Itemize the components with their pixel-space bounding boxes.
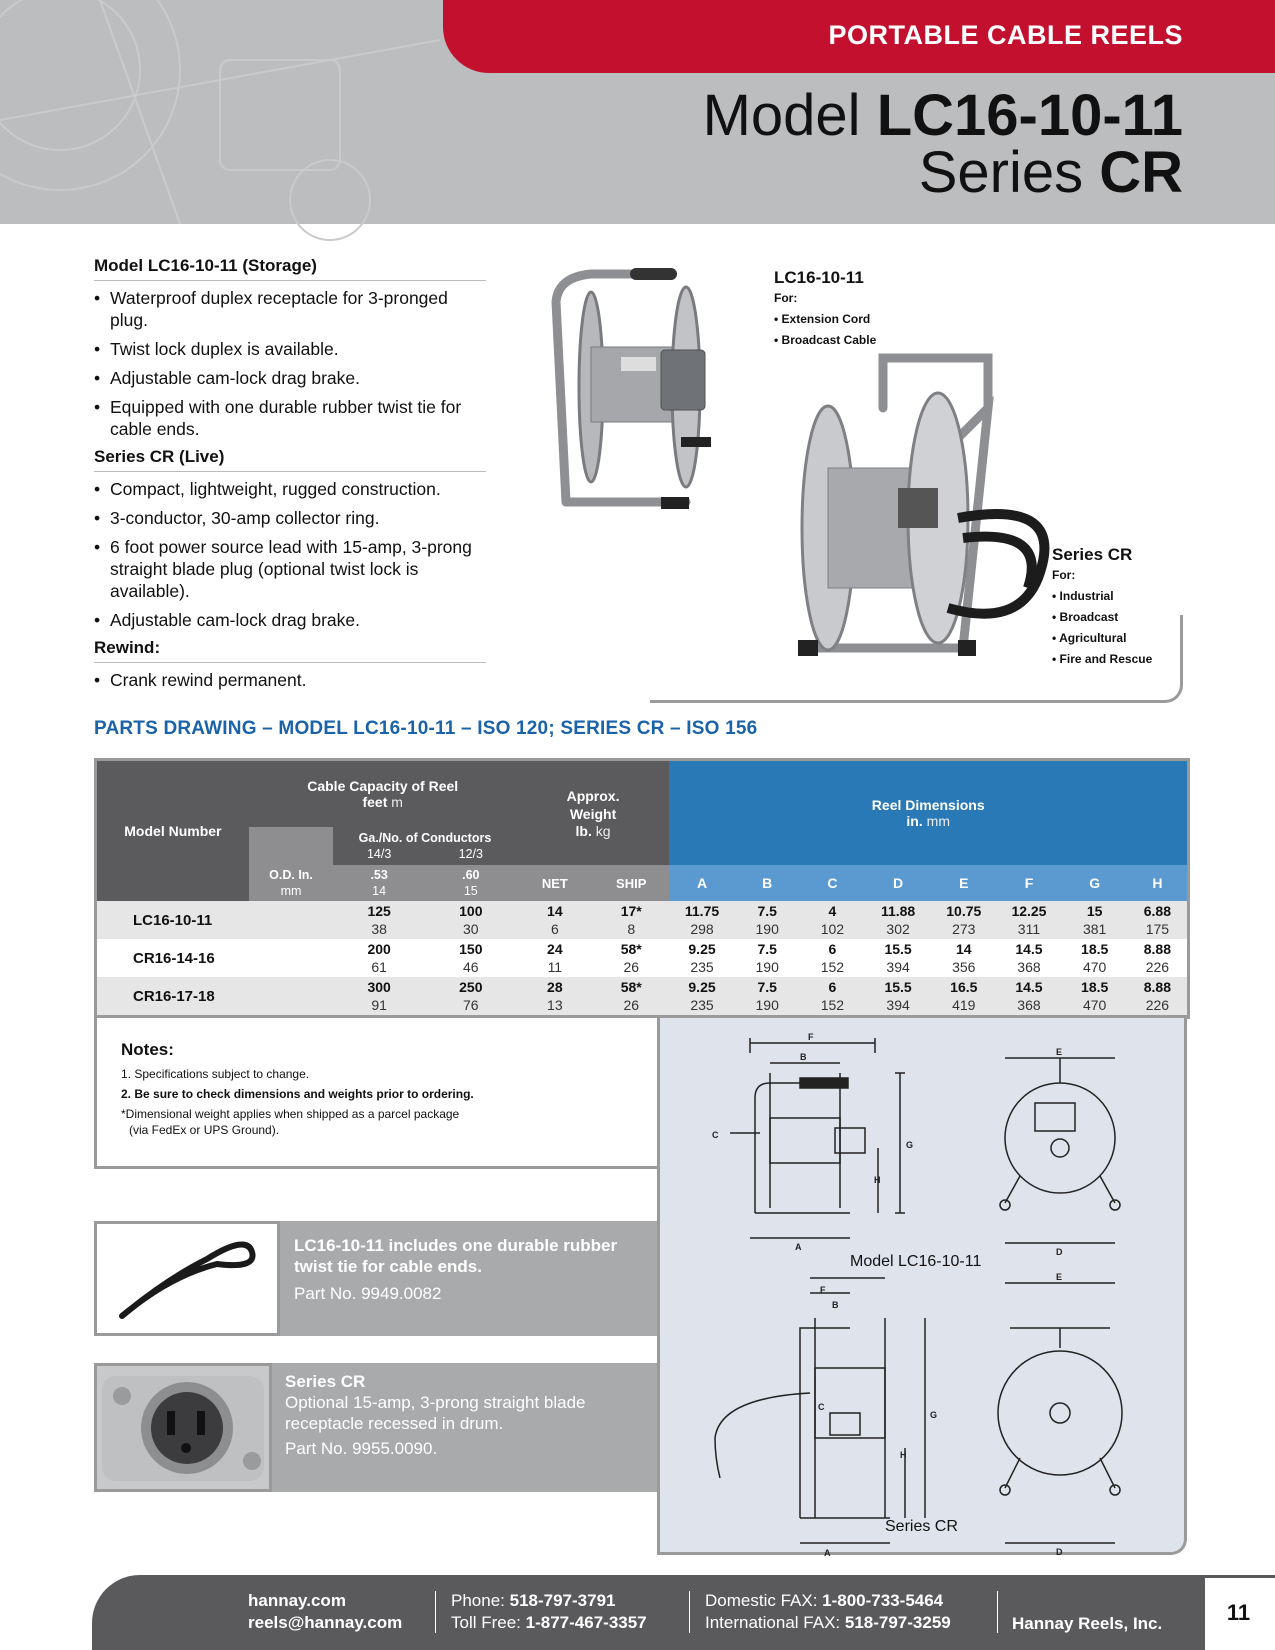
dim-letter-c-1: C <box>712 1130 719 1140</box>
dim-letter-f-2: F <box>820 1285 826 1295</box>
footer-phones <box>451 1590 647 1634</box>
table-cell: 300 91 <box>367 979 391 1013</box>
note-3-continued: (via FedEx or UPS Ground). <box>129 1123 280 1137</box>
dim-col-header: G <box>1062 865 1128 901</box>
spec-table <box>94 758 1190 1019</box>
receptacle-part-number: Part No. 9955.0090. <box>285 1439 438 1458</box>
footer-divider <box>435 1591 436 1633</box>
list-item: • Equipped with one durable rubber twist tie for cable ends. <box>94 396 486 440</box>
table-row <box>97 939 1187 977</box>
table-cell: 15 381 <box>1082 903 1107 937</box>
dim-col-header: F <box>996 865 1061 901</box>
company-name: Hannay Reels, Inc. <box>1012 1614 1163 1633</box>
model-prefix: Model <box>702 83 861 148</box>
table-cell: 24 11 <box>547 941 563 975</box>
dim-col-header: C <box>800 865 865 901</box>
lc16-photo-caption <box>774 268 876 351</box>
dim-col-header: D <box>865 865 931 901</box>
twist-tie-photo <box>94 1221 280 1336</box>
list-item: • Broadcast <box>1052 610 1119 624</box>
phone-label: Phone: <box>451 1591 505 1610</box>
twist-tie-part-number: Part No. 9949.0082 <box>294 1284 442 1303</box>
parts-drawing-panel <box>657 1018 1187 1558</box>
table-cell: 7.5 190 <box>755 903 779 937</box>
list-item: • Twist lock duplex is available. <box>94 338 486 360</box>
list-item: • Adjustable cam-lock drag brake. <box>94 609 486 631</box>
list-item: • 3-conductor, 30-amp collector ring. <box>94 507 486 529</box>
lc16-for-label: For: <box>774 291 798 305</box>
table-row <box>97 977 1187 1015</box>
table-cell: 6 152 <box>820 979 845 1013</box>
tollfree-label: Toll Free: <box>451 1613 521 1632</box>
table-cell: 7.5 190 <box>755 941 779 975</box>
table-cell: 6.88 175 <box>1143 903 1171 937</box>
page-number: 11 <box>1226 1600 1251 1625</box>
table-cell: 150 46 <box>459 941 483 975</box>
footer-divider <box>997 1591 998 1633</box>
table-cell: 9.25 235 <box>688 979 716 1013</box>
series-cr-for-label: For: <box>1052 568 1076 582</box>
twist-tie-text <box>294 1235 634 1304</box>
page-header <box>0 0 1275 224</box>
table-cell: 250 76 <box>459 979 483 1013</box>
table-cell: 4 102 <box>820 903 845 937</box>
twist-tie-callout <box>94 1221 657 1336</box>
table-row <box>97 901 1187 939</box>
list-item: • Crank rewind permanent. <box>94 669 486 691</box>
category-title: PORTABLE CABLE REELS <box>828 20 1183 50</box>
drawing-caption-lc16: Model LC16-10-11 <box>850 1253 982 1270</box>
table-cell: 11.75 298 <box>684 903 720 937</box>
ship-header: SHIP <box>593 865 669 901</box>
list-item: • Agricultural <box>1052 631 1127 645</box>
weight-header: Approx. Weight lb. kg <box>517 761 670 865</box>
section-heading: PARTS DRAWING – MODEL LC16-10-11 – ISO 120; SERIES CR – ISO 156 <box>94 718 758 739</box>
note-2: 2. Be sure to check dimensions and weights prior to ordering. <box>121 1087 474 1101</box>
table-cell: 15.5 394 <box>884 979 912 1013</box>
list-item: • Compact, lightweight, rugged construction. <box>94 478 486 500</box>
international-fax-number: 518-797-3259 <box>844 1613 951 1632</box>
series-title <box>918 140 1183 205</box>
od-col-1: .53 14 <box>333 865 425 901</box>
dim-col-header: A <box>669 865 734 901</box>
table-cell: 10.75 273 <box>946 903 982 937</box>
table-cell: 14.5 368 <box>1015 941 1043 975</box>
row-model: LC16-10-11 <box>133 911 213 929</box>
table-cell: 14 6 <box>547 903 563 937</box>
note-3: *Dimensional weight applies when shipped as a parcel package <box>121 1107 460 1121</box>
list-item: • Adjustable cam-lock drag brake. <box>94 367 486 389</box>
table-cell: 125 38 <box>367 903 391 937</box>
notes-title: Notes: <box>121 1040 174 1059</box>
ga-spacer <box>249 827 334 865</box>
table-cell: 58* 26 <box>620 941 642 975</box>
dim-col-header: B <box>735 865 800 901</box>
live-heading: Series CR (Live) <box>94 447 486 472</box>
dim-letter-g-1: G <box>906 1140 914 1150</box>
dim-letter-d-2: D <box>1056 1547 1063 1557</box>
note-1: 1. Specifications subject to change. <box>121 1067 310 1081</box>
list-item: • Industrial <box>1052 589 1114 603</box>
drawing-caption-series-cr: Series CR <box>885 1518 958 1535</box>
footer-web <box>248 1590 402 1634</box>
dim-col-header: E <box>931 865 996 901</box>
website-link[interactable]: hannay.com <box>248 1591 346 1610</box>
table-cell: 18.5 470 <box>1081 979 1109 1013</box>
phone-number[interactable]: 518-797-3791 <box>509 1591 616 1610</box>
model-number: LC16-10-11 <box>876 83 1183 148</box>
receptacle-text <box>285 1371 635 1459</box>
row-model: CR16-14-16 <box>133 949 215 967</box>
series-cr-photo-caption <box>1052 545 1152 670</box>
feature-list <box>94 256 486 698</box>
list-item: • Extension Cord <box>774 312 871 326</box>
ga-col: 14/3 <box>366 847 392 861</box>
table-cell: 12.25 311 <box>1011 903 1047 937</box>
dim-letter-h-2: H <box>900 1450 907 1460</box>
dim-letter-a-2: A <box>824 1548 831 1558</box>
list-item: • Broadcast Cable <box>774 333 877 347</box>
model-title <box>702 83 1183 148</box>
table-cell: 14.5 368 <box>1015 979 1043 1013</box>
rewind-features <box>94 669 486 691</box>
receptacle-callout <box>94 1363 657 1492</box>
table-cell: 100 30 <box>459 903 483 937</box>
table-cell: 16.5 419 <box>950 979 978 1013</box>
list-item: • 6 foot power source lead with 15-amp, 3-prong straight blade plug (optional twist lock is available). <box>94 536 486 602</box>
international-fax-label: International FAX: <box>705 1613 841 1632</box>
receptacle-photo <box>94 1363 272 1492</box>
dim-letter-d-1: D <box>1056 1247 1063 1257</box>
table-cell: 8.88 226 <box>1143 941 1171 975</box>
dim-letter-b-2: B <box>832 1300 839 1310</box>
series-prefix: Series <box>918 140 1084 205</box>
twist-tie-title: LC16-10-11 includes one durable rubber twist tie for cable ends. <box>294 1236 618 1276</box>
table-cell: 11.88 302 <box>880 903 916 937</box>
od-col-2: .60 15 <box>425 865 517 901</box>
twist-tie-icon <box>97 1224 277 1333</box>
table-cell: 17* 8 <box>620 903 642 937</box>
row-model: CR16-17-18 <box>133 987 215 1005</box>
ga-col: 12/3 <box>458 847 483 861</box>
table-cell: 8.88 226 <box>1143 979 1171 1013</box>
model-number-header: Model Number <box>97 761 249 901</box>
od-header: O.D. In. mm <box>249 865 334 901</box>
table-cell: 7.5 190 <box>755 979 779 1013</box>
dimensions-header: Reel Dimensions in. mm <box>669 761 1187 865</box>
dim-col-header: H <box>1128 865 1187 901</box>
dim-letter-e-1: E <box>1056 1047 1063 1057</box>
dim-letter-g-2: G <box>930 1410 938 1420</box>
dim-letter-c-2: C <box>818 1402 825 1412</box>
dim-letter-e-2: E <box>1056 1272 1063 1282</box>
rewind-heading: Rewind: <box>94 638 486 663</box>
series-name: CR <box>1099 140 1183 205</box>
spec-table-grid <box>97 761 1187 1015</box>
net-header: NET <box>517 865 593 901</box>
table-cell: 6 152 <box>820 941 845 975</box>
dim-letter-f-1: F <box>808 1032 814 1042</box>
table-cell: 18.5 470 <box>1081 941 1109 975</box>
domestic-fax-number: 1-800-733-5464 <box>822 1591 944 1610</box>
dim-letter-h-1: H <box>874 1175 881 1185</box>
capacity-header: Cable Capacity of Reel feet m <box>249 761 517 827</box>
table-cell: 14 356 <box>952 941 976 975</box>
footer-fax <box>705 1590 951 1634</box>
footer-divider <box>689 1591 690 1633</box>
table-cell: 9.25 235 <box>688 941 716 975</box>
live-features <box>94 478 486 631</box>
parts-drawing <box>660 1018 1184 1558</box>
table-cell: 200 61 <box>367 941 391 975</box>
lc16-photo-title: LC16-10-11 <box>774 268 864 287</box>
ga-header: Ga./No. of Conductors 14/3 12/3 <box>333 827 516 865</box>
email-link[interactable]: reels@hannay.com <box>248 1613 403 1632</box>
list-item: • Fire and Rescue <box>1052 652 1153 666</box>
list-item: • Waterproof duplex receptacle for 3-pronged plug. <box>94 287 486 331</box>
table-cell: 58* 26 <box>620 979 642 1013</box>
receptacle-description: Optional 15-amp, 3-prong straight blade receptacle recessed in drum. <box>285 1393 586 1433</box>
dim-letter-a-1: A <box>795 1242 802 1252</box>
tollfree-number[interactable]: 1-877-467-3357 <box>525 1613 647 1632</box>
domestic-fax-label: Domestic FAX: <box>705 1591 818 1610</box>
storage-features <box>94 287 486 440</box>
table-cell: 15.5 394 <box>884 941 912 975</box>
notes-box <box>94 1018 663 1169</box>
series-cr-photo-title: Series CR <box>1052 545 1133 564</box>
storage-heading: Model LC16-10-11 (Storage) <box>94 256 486 281</box>
blueprint-watermark <box>0 0 440 224</box>
table-cell: 28 13 <box>547 979 563 1013</box>
receptacle-title: Series CR <box>285 1372 366 1391</box>
lc16-reel-photo <box>536 262 766 532</box>
dim-letter-b-1: B <box>800 1052 807 1062</box>
receptacle-icon <box>97 1366 269 1489</box>
